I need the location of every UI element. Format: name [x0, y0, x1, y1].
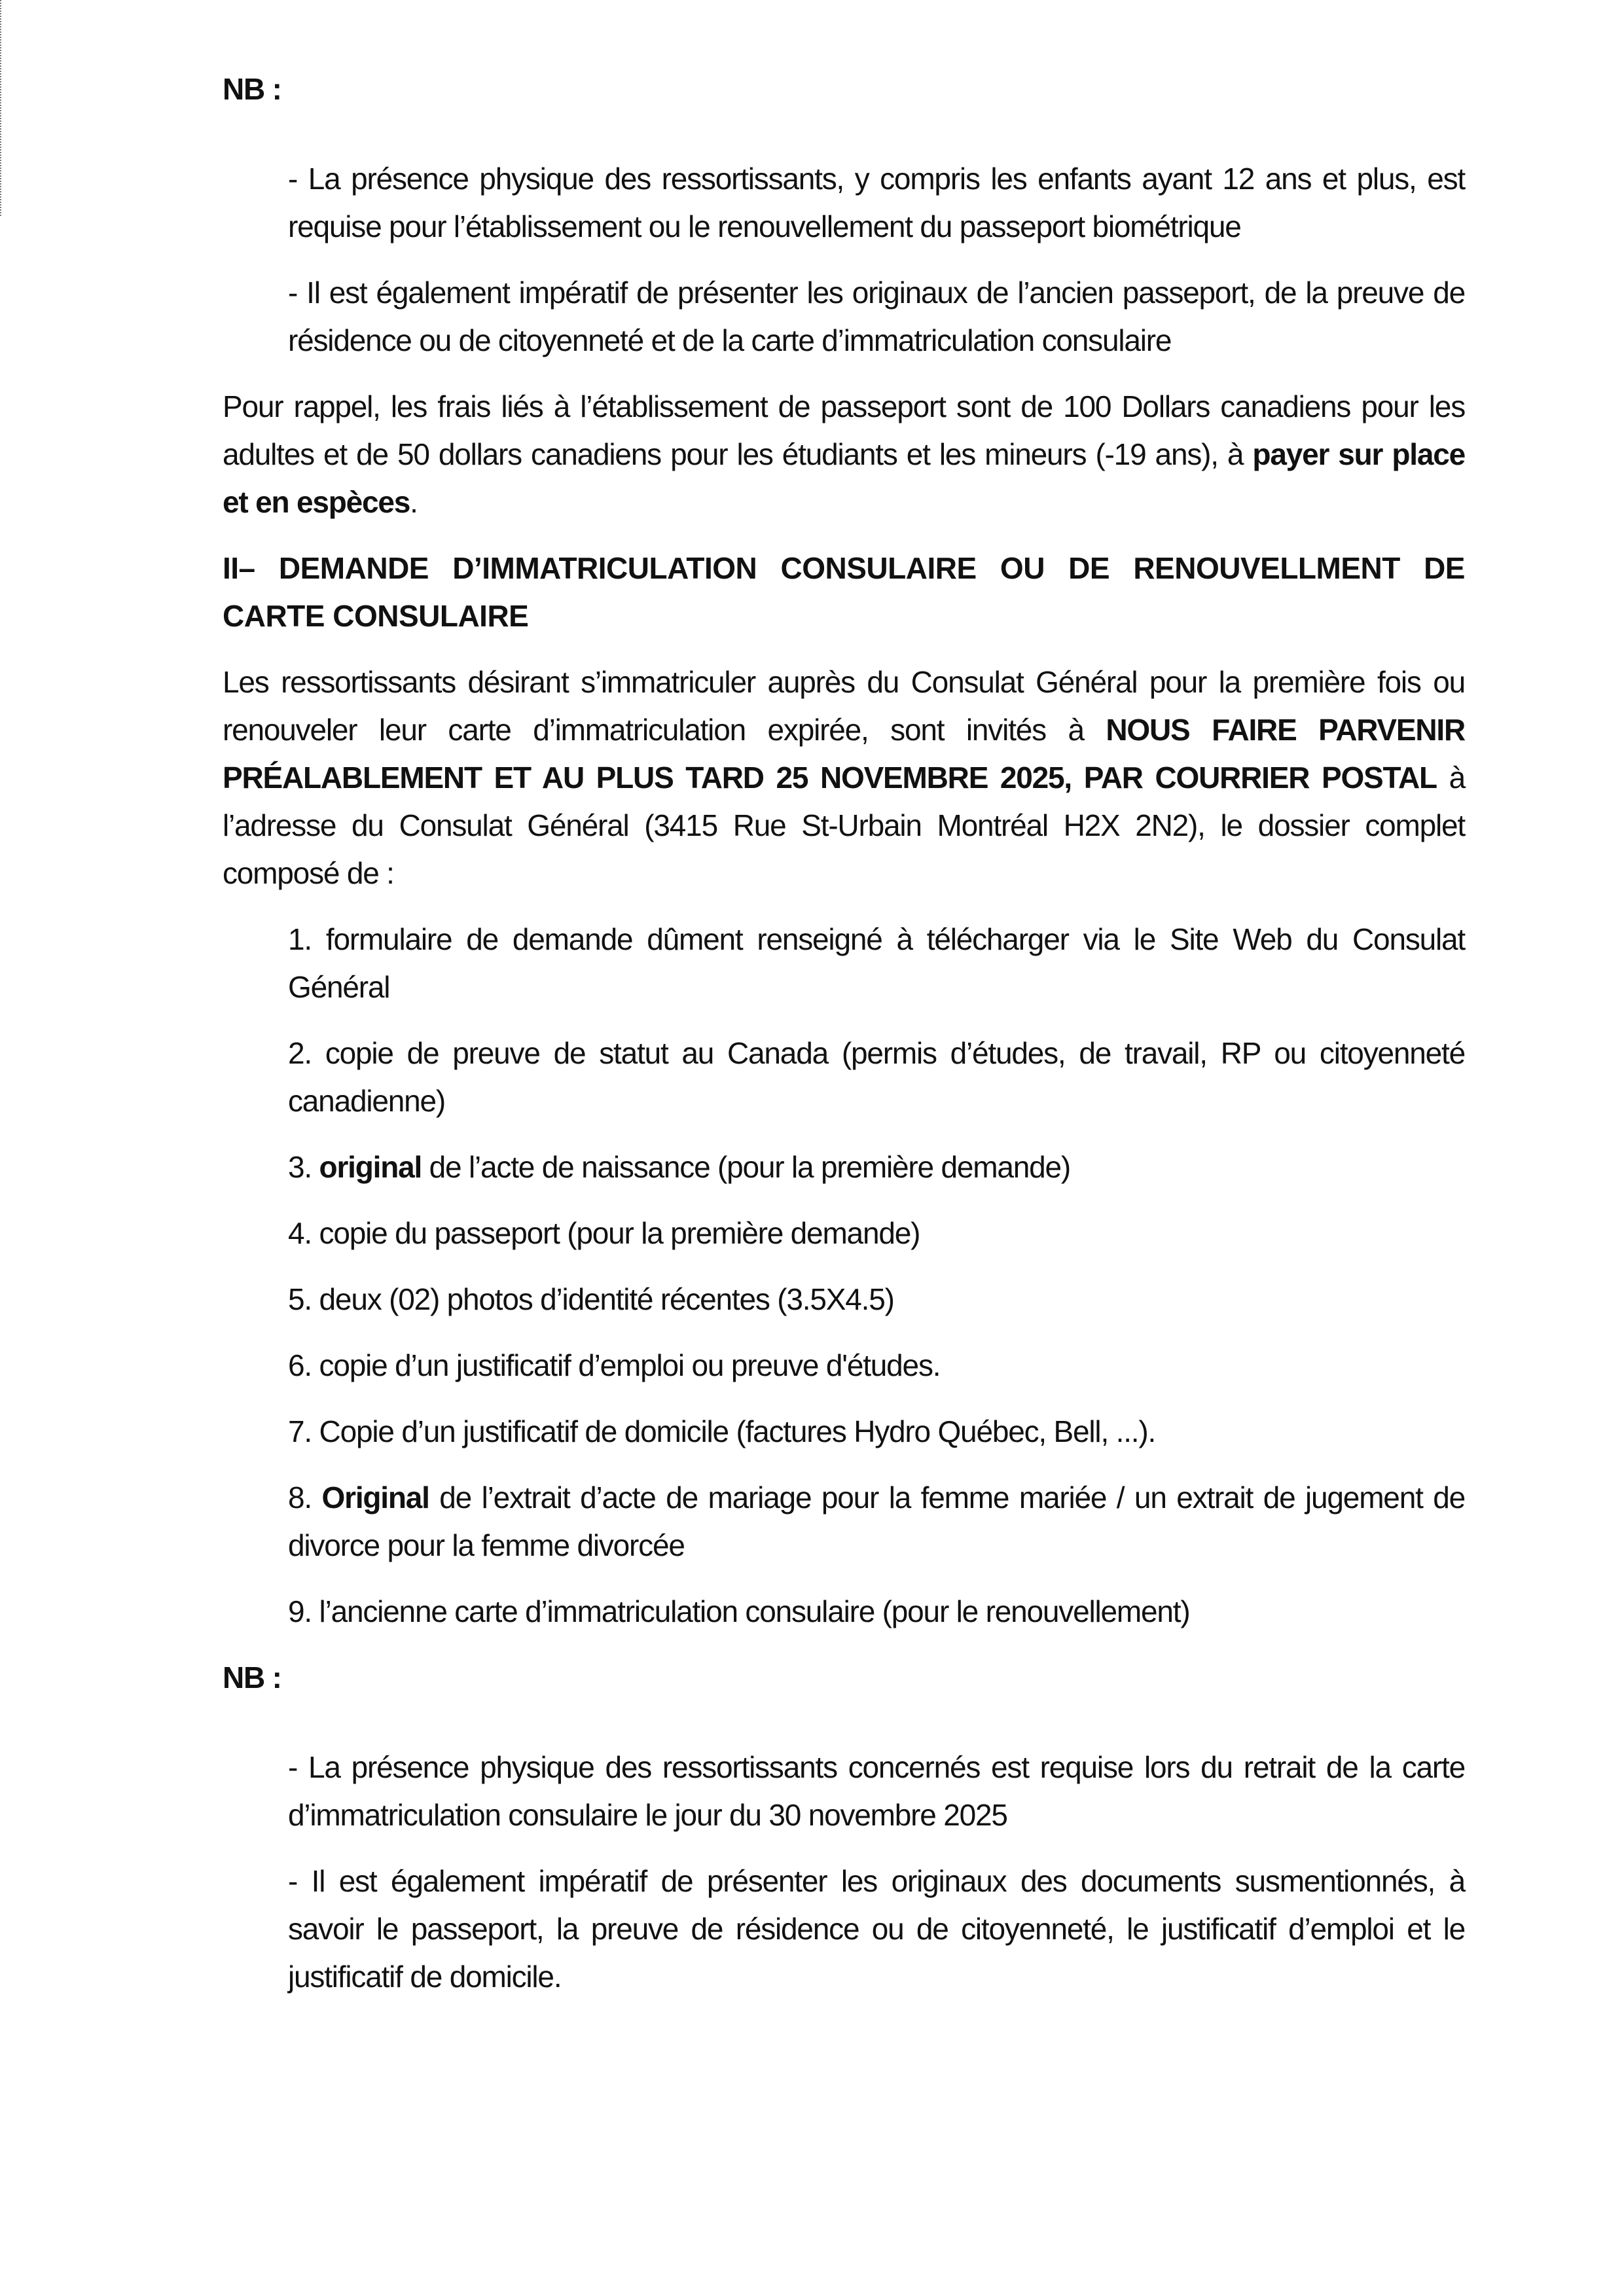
passport-nb-item: - Il est également impératif de présenter les originaux de l’ancien passeport, de la preuve de résidence ou de citoyenneté et de la carte d’immatriculation consulaire [288, 276, 1465, 357]
fees-paragraph [223, 383, 1465, 526]
passport-nb-item: - La présence physique des ressortissants, y compris les enfants ayant 12 ans et plus, est requise pour l’établissement ou le renouvellement du passeport biométrique [288, 162, 1465, 243]
list-item [288, 1143, 1465, 1191]
list-item-number: 7. [288, 1414, 312, 1448]
section-intro-address: à l’adresse du Consulat Général (3415 Rue St-Urbain Montréal H2X 2N2), le dossier complet composé de : [223, 761, 1465, 890]
list-item-number: 1. [288, 922, 312, 956]
card-nb-item: - La présence physique des ressortissants concernés est requise lors du retrait de la carte d’immatriculation consulaire le jour du 30 novembre 2025 [288, 1750, 1465, 1832]
required-documents-list [223, 916, 1465, 1636]
fees-text-end: . [410, 485, 418, 519]
section-intro-text: Les ressortissants désirant s’immatriculer auprès du Consulat Général pour la première fois ou renouveler leur carte d’immatriculation expirée, sont invités à [223, 665, 1465, 747]
fees-payment-emphasis: payer sur place et en espèces [223, 437, 1465, 519]
list-item-text: de l’acte de naissance (pour la première demande) [422, 1150, 1071, 1184]
section-intro [223, 658, 1465, 897]
list-item-text: deux (02) photos d’identité récentes (3.5X4.5) [311, 1282, 894, 1316]
list-item-number: 8. [288, 1480, 312, 1515]
list-item-emphasis: Original [311, 1480, 429, 1515]
document-page [223, 65, 1465, 2001]
list-item [288, 916, 1465, 1011]
section-title: II– DEMANDE D’IMMATRICULATION CONSULAIRE OU DE RENOUVELLMENT DE CARTE CONSULAIRE [223, 551, 1465, 633]
list-item [288, 1588, 1465, 1636]
list-item-text: de l’extrait d’acte de mariage pour la femme mariée / un extrait de jugement de divorce pour la femme divorcée [288, 1480, 1465, 1562]
list-item-number: 5. [288, 1282, 312, 1316]
list-item [288, 1474, 1465, 1570]
list-item-text: Copie d’un justificatif de domicile (factures Hydro Québec, Bell, ...). [311, 1414, 1156, 1448]
list-item-number: 9. [288, 1594, 312, 1628]
card-nb-item: - Il est également impératif de présenter les originaux des documents susmentionnés, à savoir le passeport, la preuve de résidence ou de citoyenneté, le justificatif d’emploi et le justificatif de domicile. [288, 1864, 1465, 1994]
list-item-text: copie du passeport (pour la première demande) [311, 1216, 920, 1250]
passport-nb-list [288, 155, 1465, 365]
list-item [288, 1276, 1465, 1323]
card-nb-list [288, 1744, 1465, 2001]
list-item-text: l’ancienne carte d’immatriculation consulaire (pour le renouvellement) [311, 1594, 1190, 1628]
list-item-text: copie d’un justificatif d’emploi ou preuve d'études. [311, 1348, 941, 1382]
nb-label-passport: NB : [223, 72, 281, 106]
list-item [288, 1030, 1465, 1125]
nb-label-card: NB : [223, 1660, 281, 1695]
scan-edge-artifact [0, 0, 3, 216]
list-item-number: 4. [288, 1216, 312, 1250]
list-item [288, 1210, 1465, 1257]
section-intro-emphasis: NOUS FAIRE PARVENIR PRÉALABLEMENT ET AU PLUS TARD 25 NOVEMBRE 2025, PAR COURRIER POSTAL [223, 713, 1465, 795]
list-item-text: formulaire de demande dûment renseigné à télécharger via le Site Web du Consulat Général [288, 922, 1465, 1004]
list-item-number: 3. [288, 1150, 312, 1184]
list-item-emphasis: original [311, 1150, 422, 1184]
list-item-text: copie de preuve de statut au Canada (permis d’études, de travail, RP ou citoyenneté canadienne) [288, 1036, 1465, 1118]
fees-text: Pour rappel, les frais liés à l’établissement de passeport sont de 100 Dollars canadiens pour les adultes et de 50 dollars canadiens pour les étudiants et les mineurs (-19 ans), à [223, 389, 1465, 471]
list-item [288, 1342, 1465, 1390]
list-item [288, 1408, 1465, 1456]
list-item-number: 2. [288, 1036, 312, 1070]
list-item-number: 6. [288, 1348, 312, 1382]
